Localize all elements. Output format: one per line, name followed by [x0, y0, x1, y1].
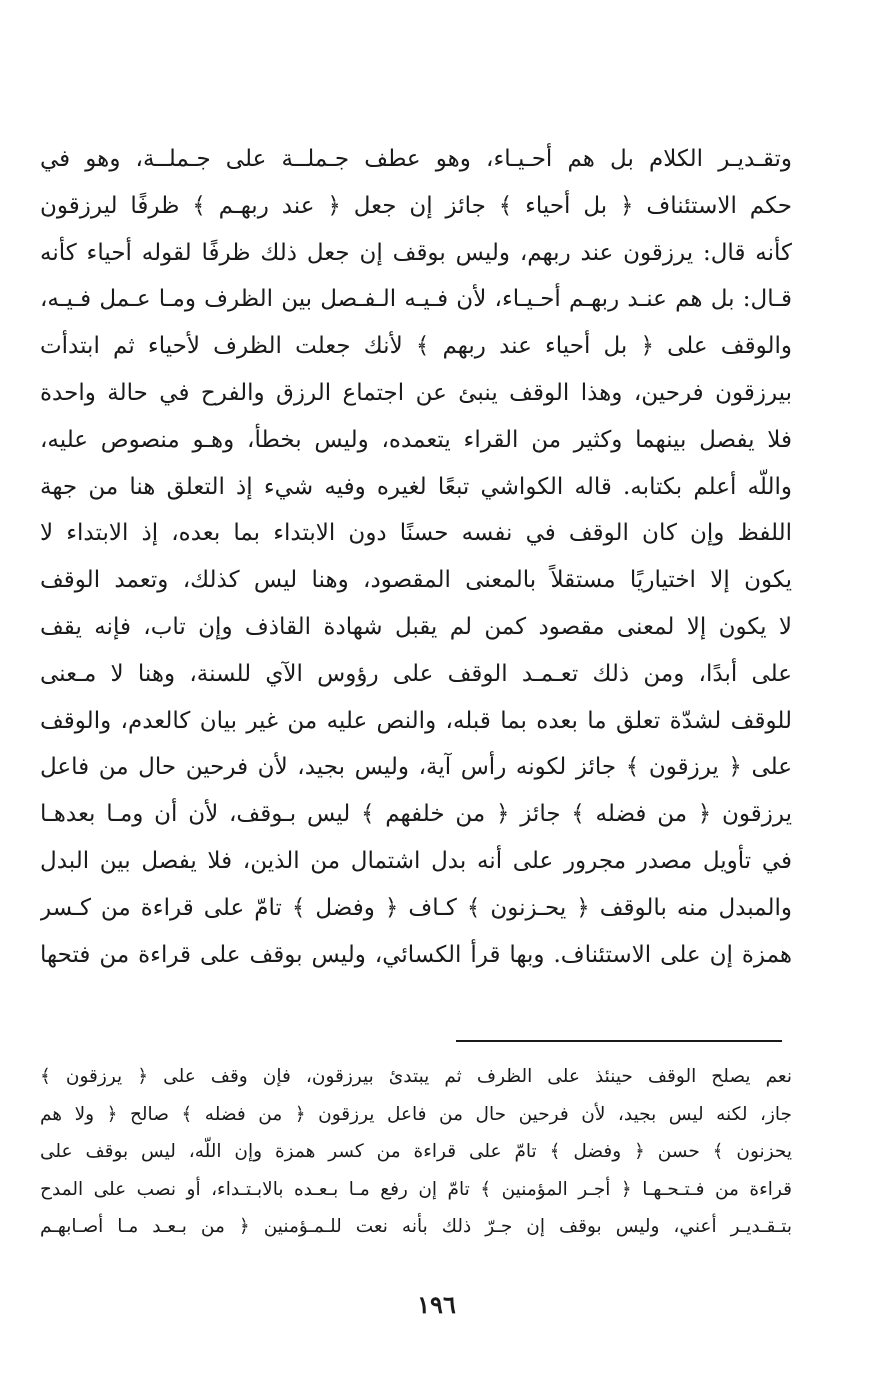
main-text-line: للوقف لشدّة تعلق ما بعده بما قبله، والنص عليه من غير بيان كالعدم، والوقف	[40, 707, 792, 734]
main-text-line: قـال: بل هم عنـد ربهـم أحـيـاء، لأن فـيـه الـفـصل بين الظرف ومـا عـمل فـيـه،	[40, 286, 792, 313]
main-text-line: فلا يفصل بينهما وكثير من القراء يتعمده، وليس بخطأ، وهـو منصوص عليه،	[40, 426, 792, 453]
main-text-line: يرزقون ﴿ من فضله ﴾ جائز ﴿ من خلفهم ﴾ ليس بـوقف، لأن أن ومـا بعدهـا	[40, 801, 792, 828]
main-text-line: همزة إن على الاستئناف. وبها قرأ الكسائي، وليس بوقف على قراءة من فتحها	[40, 941, 792, 968]
main-text-line: كأنه قال: يرزقون عند ربهم، وليس بوقف إن جعل ذلك ظرفًا لقوله أحياء كأنه	[40, 239, 792, 266]
main-text-line: يكون إلا اختياريًا مستقلاً بالمعنى المقصود، وهنا ليس كذلك، وتعمد الوقف	[40, 567, 792, 594]
main-text-line: اللفظ وإن كان الوقف في نفسه حسنًا دون الابتداء بما بعده، إذ الابتداء لا	[40, 520, 792, 547]
footnote-line: يحزنون ﴾ حسن ﴿ وفضل ﴾ تامّ على قراءة من كسر همزة وإن اللّه، ليس بوقف على	[40, 1141, 792, 1163]
footnote-line: بتـقـديـر أعني، وليس بوقف إن جـرّ ذلك بأنه نعت للـمـؤمنين ﴿ من بـعـد مـا أصـابهـم	[40, 1216, 792, 1238]
page-number: ١٩٦	[417, 1290, 456, 1319]
main-text-line: وتقـديـر الكلام بل هم أحـيـاء، وهو عطف جـملــة على جـملــة، وهو في	[40, 146, 792, 172]
main-text-line: في تأويل مصدر مجرور على أنه بدل اشتمال من الذين، فلا يفصل بين البدل	[40, 847, 792, 874]
footnote-line: جاز، لكنه ليس بجيد، لأن فرحين حال من فاعل يرزقون ﴿ من فضله ﴾ صالح ﴿ ولا هم	[40, 1103, 792, 1125]
footnote-line: قراءة من فـتـحـهـا ﴿ أجـر المؤمنين ﴾ تامّ إن رفع مـا بـعـده بالابـتـداء، أو نصب على المدح	[40, 1178, 792, 1200]
footnote-separator	[456, 1040, 782, 1042]
main-text-line: والمبدل منه بالوقف ﴿ يحـزنون ﴾ كـاف ﴿ وفضل ﴾ تامّ على قراءة من كـسر	[40, 894, 792, 921]
footnote-line: نعم يصلح الوقف حينئذ على الظرف ثم يبتدئ بيرزقون، فإن وقف على ﴿ يرزقون ﴾	[40, 1066, 792, 1087]
main-text-line: لا يكون إلا لمعنى مقصود كمن لم يقبل شهادة القاذف وإن تاب، فإنه يقف	[40, 613, 792, 640]
main-text-line: والوقف على ﴿ بل أحياء عند ربهم ﴾ لأنك جعلت الظرف لأحياء ثم ابتدأت	[40, 333, 792, 360]
footnote-body	[40, 1058, 792, 1246]
main-text-line: على ﴿ يرزقون ﴾ جائز لكونه رأس آية، وليس بجيد، لأن فرحين حال من فاعل	[40, 754, 792, 781]
main-text-line: واللّه أعلم بكتابه. قاله الكواشي تبعًا لغيره وفيه شيء إذ التعلق هنا من جهة	[40, 473, 792, 500]
main-text-line: حكم الاستئناف ﴿ بل أحياء ﴾ جائز إن جعل ﴿ عند ربهـم ﴾ ظرفًا ليرزقون	[40, 192, 792, 219]
main-text-line: بيرزقون فرحين، وهذا الوقف ينبئ عن اجتماع الرزق والفرح في حالة واحدة	[40, 379, 792, 406]
main-text-body	[40, 136, 792, 978]
main-text-line: على أبدًا، ومن ذلك تعـمـد الوقف على رؤوس الآي للسنة، وهنا لا مـعنى	[40, 660, 792, 687]
